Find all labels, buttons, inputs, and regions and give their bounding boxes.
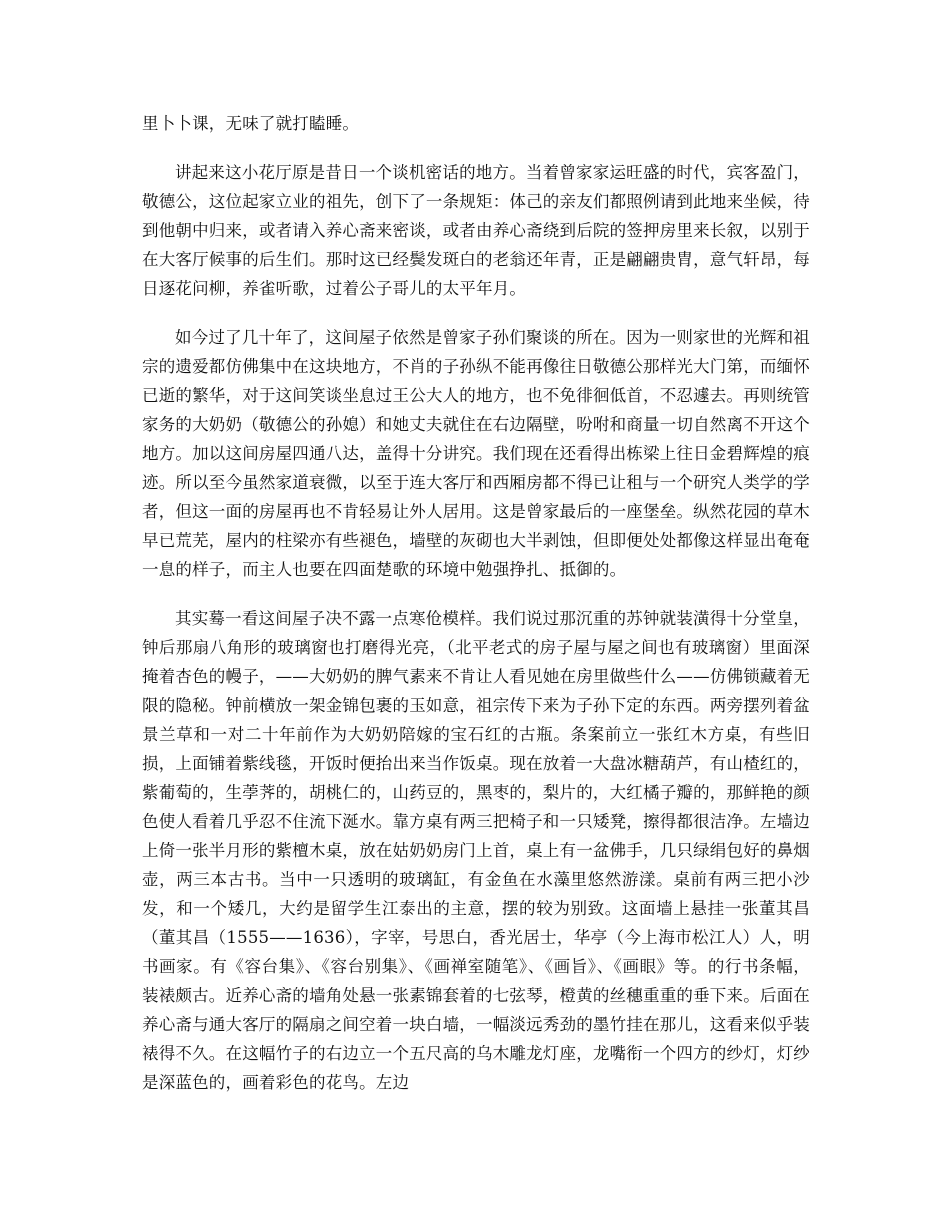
paragraph-2: 讲起来这小花厅原是昔日一个谈机密话的地方。当着曾家家运旺盛的时代，宾客盈门，敬德公，这位起家立业的祖先，创下了一条规矩：体己的亲友们都照例请到此地来坐候，待到他朝中归来，或者请入养心斋来密谈，或者由养心斋绕到后院的签押房里来长叙，以别于在大客厅候事的后生们。那时这已经鬓发斑白的老翁还年青，正是翩翩贵胄，意气轩昂，每日逐花问柳，养雀听歌，过着公子哥儿的太平年月。 xyxy=(142,163,810,298)
paragraph-1: 里卜卜课，无味了就打瞌睡。 xyxy=(142,114,360,133)
paragraph-4: 其实蓦一看这间屋子决不露一点寒伧模样。我们说过那沉重的苏钟就装潢得十分堂皇，钟后那扇八角形的玻璃窗也打磨得光亮，（北平老式的房子屋与屋之间也有玻璃窗）里面深掩着杏色的幔子，——大奶奶的脾气素来不肯让人看见她在房里做些什么——仿佛锁藏着无限的隐秘。钟前横放一架金锦包裹的玉如意，祖宗传下来为子孙下定的东西。两旁摆列着盆景兰草和一对二十年前作为大奶奶陪嫁的宝石红的古瓶。条案前立一张红木方桌，有些旧损，上面铺着紫线毯，开饭时便抬出来当作饭桌。现在放着一大盘冰糖葫芦，有山楂红的，紫葡萄的，生荸荠的，胡桃仁的，山药豆的，黑枣的，梨片的，大红橘子瓣的，那鲜艳的颜色使人看着几乎忍不住流下涎水。靠方桌有两三把椅子和一只矮凳，擦得都很洁净。左墙边上倚一张半月形的紫檀木桌，放在姑奶奶房门上首，桌上有一盆佛手，几只绿绢包好的鼻烟壶，两三本古书。当中一只透明的玻璃缸，有金鱼在水藻里悠然游漾。桌前有两三把小沙发，和一个矮几，大约是留学生江泰出的主意，摆的较为别致。这面墙上悬挂一张董其昌（董其昌（1555——1636），字宰，号思白，香光居士，华亭（今上海市松江人）人，明书画家。有《容台集》、《容台别集》、《画禅室随笔》、《画旨》、《画眼》等。的行书条幅，装裱颇古。近养心斋的墙角处悬一张素锦套着的七弦琴，橙黄的丝穗重重的垂下来。后面在养心斋与通大客厅的隔扇之间空着一块白墙，一幅淡远秀劲的墨竹挂在那儿，这看来似乎装裱得不久。在这幅竹子的右边立一个五尺高的乌木雕龙灯座，龙嘴衔一个四方的纱灯，灯纱是深蓝色的，画着彩色的花鸟。左边 xyxy=(142,609,810,1092)
document-page xyxy=(142,109,810,1117)
paragraph-3: 如今过了几十年了，这间屋子依然是曾家子孙们聚谈的所在。因为一则家世的光辉和祖宗的遗爱都仿佛集中在这块地方，不肖的子孙纵不能再像往日敬德公那样光大门第，而缅怀已逝的繁华，对于这间笑谈坐息过王公大人的地方，也不免徘徊低首，不忍遽去。再则统管家务的大奶奶（敬德公的孙媳）和她丈夫就住在右边隔壁，吩咐和商量一切自然离不开这个地方。加以这间房屋四通八达，盖得十分讲究。我们现在还看得出栋梁上往日金碧辉煌的痕迹。所以至今虽然家道衰微，以至于连大客厅和西厢房都不得已让租与一个研究人类学的学者，但这一面的房屋再也不肯轻易让外人居用。这是曾家最后的一座堡垒。纵然花园的草木早已荒芜，屋内的柱梁亦有些褪色，墙壁的灰砌也大半剥蚀，但即便处处都像这样显出奄奄一息的样子，而主人也要在四面楚歌的环境中勉强挣扎、抵御的。 xyxy=(142,328,810,579)
